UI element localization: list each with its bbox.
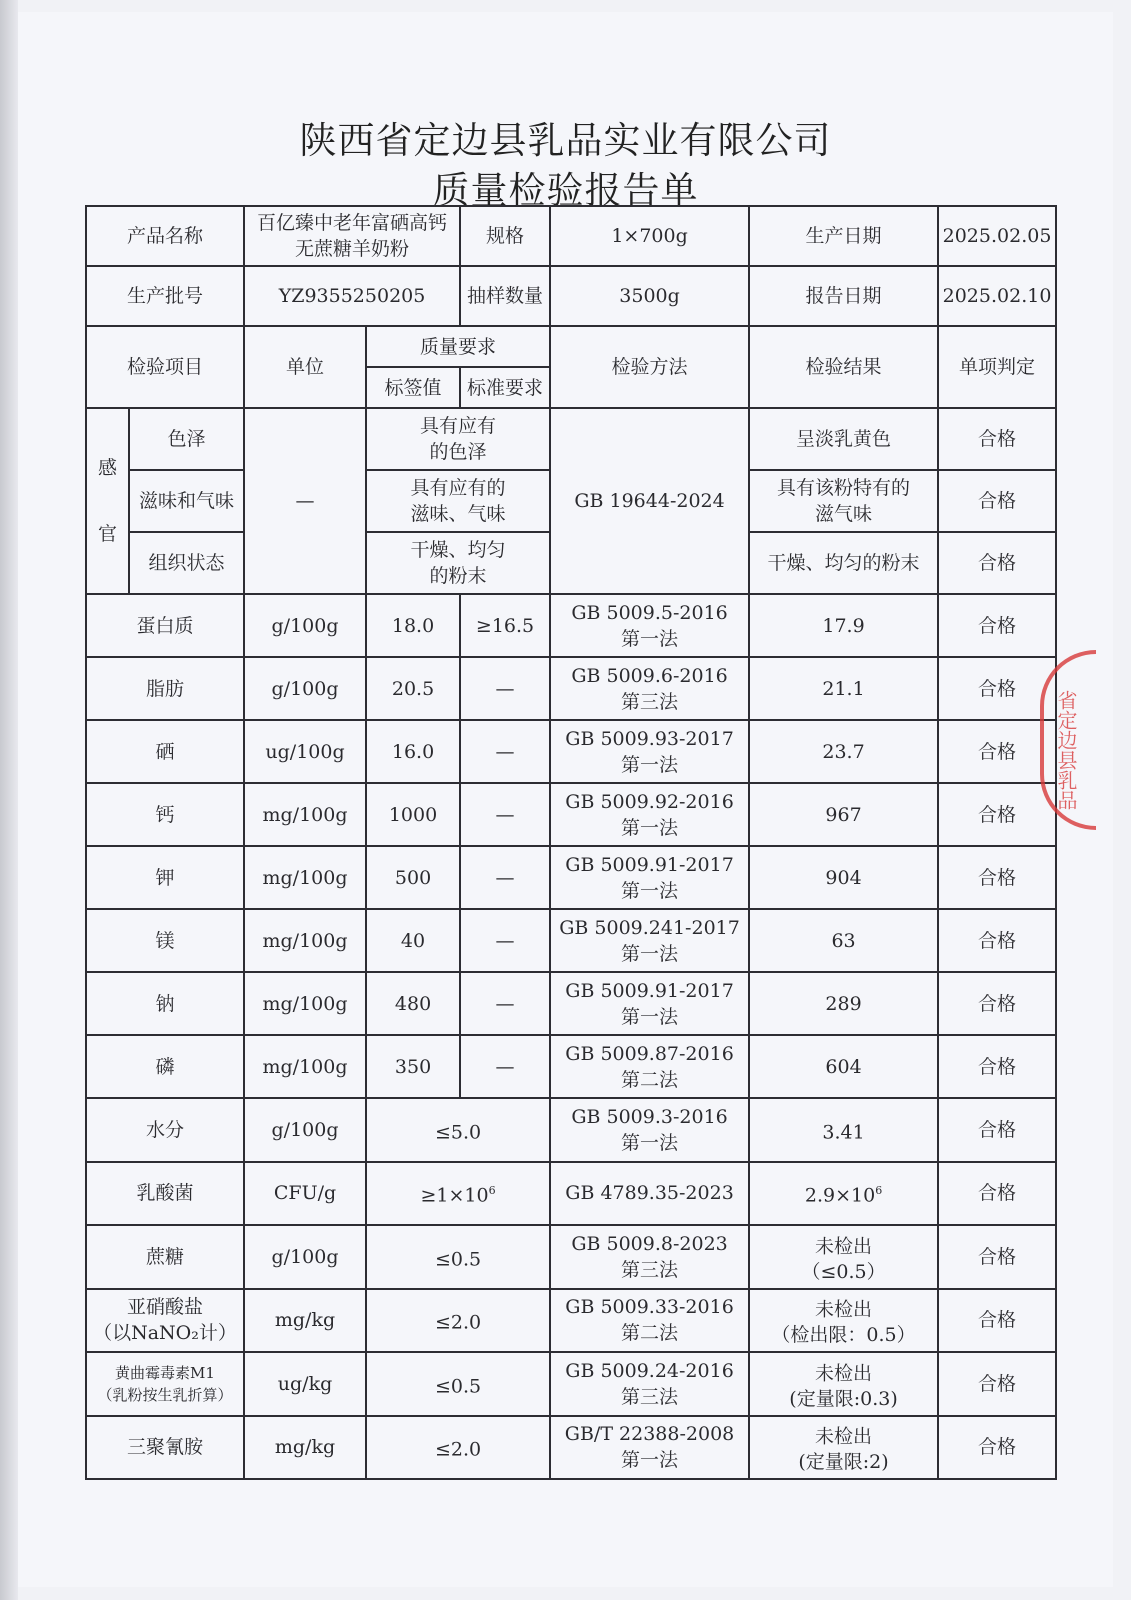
requirement xyxy=(366,1225,550,1289)
item-name: 脂肪 xyxy=(86,657,244,720)
method xyxy=(550,909,749,972)
product-name-line: 无蔗糖羊奶粉 xyxy=(295,238,410,260)
method xyxy=(550,1162,749,1226)
table-row xyxy=(86,846,1056,909)
method-line: GB 4789.35-2023 xyxy=(565,1182,734,1205)
requirement-line: 的粉末 xyxy=(429,565,487,587)
method-line: 第三法 xyxy=(621,690,679,713)
verdict: 合格 xyxy=(938,972,1056,1035)
method xyxy=(550,1098,749,1162)
requirement xyxy=(366,1289,550,1353)
table-row xyxy=(86,1416,1056,1480)
item-name: 硒 xyxy=(86,720,244,783)
product-name xyxy=(244,206,460,266)
item-line: （乳粉按生乳折算） xyxy=(97,1385,233,1404)
result xyxy=(749,408,938,470)
info-row xyxy=(86,266,1056,326)
spec-value: 1×700g xyxy=(550,206,749,266)
requirement-line: 干燥、均匀 xyxy=(410,539,506,561)
requirement-line: 具有应有的 xyxy=(410,477,506,499)
table-row xyxy=(86,1162,1056,1226)
method xyxy=(550,657,749,720)
method-line: 第一法 xyxy=(621,627,679,650)
unit: g/100g xyxy=(244,1225,366,1289)
item-name xyxy=(86,1289,244,1353)
header-row xyxy=(86,326,1056,367)
result xyxy=(749,1225,938,1289)
verdict: 合格 xyxy=(938,1352,1056,1416)
method-line: 第一法 xyxy=(621,1449,679,1472)
item-line: 亚硝酸盐 xyxy=(127,1296,204,1319)
header-verdict: 单项判定 xyxy=(938,326,1056,408)
report-title: 质量检验报告单 xyxy=(432,169,699,212)
company-title: 陕西省定边县乳品实业有限公司 xyxy=(299,119,832,162)
method-line: GB/T 22388-2008 xyxy=(564,1423,735,1446)
verdict: 合格 xyxy=(938,532,1056,594)
method-line: GB 5009.93-2017 xyxy=(565,727,734,750)
requirement xyxy=(366,1098,550,1162)
result: 17.9 xyxy=(749,594,938,657)
method xyxy=(550,783,749,846)
result-line xyxy=(750,1178,937,1208)
method-line: GB 5009.3-2016 xyxy=(571,1105,728,1128)
item-name xyxy=(86,1098,244,1162)
verdict: 合格 xyxy=(938,1225,1056,1289)
table-row xyxy=(86,720,1056,783)
result xyxy=(749,1416,938,1480)
verdict: 合格 xyxy=(938,1162,1056,1226)
result-text: 未检出 xyxy=(815,1234,873,1257)
method xyxy=(550,1035,749,1098)
inspection-table xyxy=(85,205,1057,1480)
label-value: 350 xyxy=(366,1035,460,1098)
result xyxy=(749,1289,938,1353)
unit: mg/100g xyxy=(244,909,366,972)
standard-value: — xyxy=(460,909,550,972)
header-result: 检验结果 xyxy=(749,326,938,408)
item-name xyxy=(86,1162,244,1226)
item-line: 三聚氰胺 xyxy=(127,1436,204,1459)
verdict: 合格 xyxy=(938,1289,1056,1353)
item-name: 钾 xyxy=(86,846,244,909)
result-line: 呈淡乳黄色 xyxy=(796,428,892,450)
method xyxy=(550,972,749,1035)
method-line: GB 5009.91-2017 xyxy=(565,979,734,1002)
batch-value: YZ9355250205 xyxy=(244,266,460,326)
method-line: GB 5009.91-2017 xyxy=(565,853,734,876)
header-standard: 标准要求 xyxy=(460,367,550,408)
verdict: 合格 xyxy=(938,657,1056,720)
result-line: (定量限:0.3) xyxy=(789,1387,898,1410)
result xyxy=(749,1352,938,1416)
requirement-line: 滋味、气味 xyxy=(410,503,506,525)
result-line: 滋气味 xyxy=(815,503,873,525)
sensory-row xyxy=(86,408,1056,470)
requirement xyxy=(366,408,550,470)
unit: ug/kg xyxy=(244,1352,366,1416)
product-name-line: 百亿臻中老年富硒高钙 xyxy=(257,212,448,234)
method xyxy=(550,594,749,657)
result: 289 xyxy=(749,972,938,1035)
result: 904 xyxy=(749,846,938,909)
result xyxy=(749,532,938,594)
result-line xyxy=(750,1292,937,1322)
label-value: 1000 xyxy=(366,783,460,846)
verdict: 合格 xyxy=(938,909,1056,972)
result: 63 xyxy=(749,909,938,972)
product-name-label: 产品名称 xyxy=(86,206,244,266)
table-row xyxy=(86,972,1056,1035)
verdict: 合格 xyxy=(938,1035,1056,1098)
label-value: 40 xyxy=(366,909,460,972)
item-line: 黄曲霉毒素M1 xyxy=(115,1363,215,1382)
method xyxy=(550,1416,749,1480)
result-text: 未检出 xyxy=(815,1298,873,1321)
table-row xyxy=(86,1352,1056,1416)
requirement-text: ≤0.5 xyxy=(434,1247,482,1270)
standard-value: ≥16.5 xyxy=(460,594,550,657)
standard-value: — xyxy=(460,846,550,909)
header-quality: 质量要求 xyxy=(366,326,550,367)
result-line: （检出限：0.5） xyxy=(771,1324,916,1347)
standard-value: — xyxy=(460,1035,550,1098)
header-item: 检验项目 xyxy=(86,326,244,408)
result xyxy=(749,470,938,532)
table-row xyxy=(86,1225,1056,1289)
verdict: 合格 xyxy=(938,594,1056,657)
verdict: 合格 xyxy=(938,720,1056,783)
prod-date: 2025.02.05 xyxy=(938,206,1056,266)
method-line: GB 5009.33-2016 xyxy=(565,1296,734,1319)
table-row xyxy=(86,1035,1056,1098)
result-line: 干燥、均匀的粉末 xyxy=(767,552,920,574)
item-line: 蔗糖 xyxy=(146,1245,185,1268)
result-text: 2.9×10 xyxy=(804,1184,876,1207)
unit: mg/kg xyxy=(244,1416,366,1480)
item-name: 钠 xyxy=(86,972,244,1035)
sample-value: 3500g xyxy=(550,266,749,326)
method xyxy=(550,1289,749,1353)
result: 604 xyxy=(749,1035,938,1098)
item-line: 水分 xyxy=(146,1118,185,1141)
result xyxy=(749,1162,938,1226)
standard-value: — xyxy=(460,783,550,846)
seal-text: 省定边县乳品 xyxy=(1054,690,1078,810)
unit: CFU/g xyxy=(244,1162,366,1226)
item-line: （以NaNO₂计） xyxy=(93,1322,237,1345)
method xyxy=(550,1352,749,1416)
batch-label: 生产批号 xyxy=(86,266,244,326)
result-line: （≤0.5） xyxy=(801,1260,886,1283)
verdict: 合格 xyxy=(938,1098,1056,1162)
info-row xyxy=(86,206,1056,266)
label-value: 18.0 xyxy=(366,594,460,657)
requirement xyxy=(366,1162,550,1226)
unit: — xyxy=(244,408,366,594)
unit: mg/100g xyxy=(244,846,366,909)
method-line: GB 5009.92-2016 xyxy=(565,790,734,813)
group-char: 官 xyxy=(97,523,117,545)
result: 21.1 xyxy=(749,657,938,720)
prod-date-label: 生产日期 xyxy=(749,206,938,266)
method-line: GB 5009.8-2023 xyxy=(571,1232,728,1255)
requirement-text: ≤0.5 xyxy=(434,1374,482,1397)
method-line: GB 5009.87-2016 xyxy=(565,1042,734,1065)
verdict: 合格 xyxy=(938,408,1056,470)
header-unit: 单位 xyxy=(244,326,366,408)
result-text: 3.41 xyxy=(822,1120,865,1143)
standard-value: — xyxy=(460,972,550,1035)
method-line: 第一法 xyxy=(621,879,679,902)
unit: mg/100g xyxy=(244,783,366,846)
item-name: 色泽 xyxy=(129,408,244,470)
method-line: 第一法 xyxy=(621,1005,679,1028)
method-line: GB 5009.6-2016 xyxy=(571,664,728,687)
result xyxy=(749,1098,938,1162)
method xyxy=(550,846,749,909)
verdict: 合格 xyxy=(938,470,1056,532)
exponent: 6 xyxy=(488,1184,496,1198)
label-value: 20.5 xyxy=(366,657,460,720)
header-method: 检验方法 xyxy=(550,326,749,408)
table-row xyxy=(86,909,1056,972)
result-line xyxy=(750,1229,937,1259)
method xyxy=(550,720,749,783)
requirement-text: ≤2.0 xyxy=(434,1311,482,1334)
result-line: (定量限:2) xyxy=(798,1451,889,1474)
report-date: 2025.02.10 xyxy=(938,266,1056,326)
item-name: 磷 xyxy=(86,1035,244,1098)
requirement xyxy=(366,1352,550,1416)
unit: g/100g xyxy=(244,657,366,720)
label-value: 16.0 xyxy=(366,720,460,783)
result: 23.7 xyxy=(749,720,938,783)
item-name: 蛋白质 xyxy=(86,594,244,657)
unit: mg/100g xyxy=(244,972,366,1035)
unit: mg/100g xyxy=(244,1035,366,1098)
requirement-line: 具有应有 xyxy=(420,415,497,437)
result: 967 xyxy=(749,783,938,846)
result-line: 具有该粉特有的 xyxy=(777,477,911,499)
requirement-line: 的色泽 xyxy=(429,441,487,463)
result-line xyxy=(750,1419,937,1449)
header-label-value: 标签值 xyxy=(366,367,460,408)
item-line: 乳酸菌 xyxy=(136,1182,194,1205)
report-date-label: 报告日期 xyxy=(749,266,938,326)
standard-value: — xyxy=(460,657,550,720)
result-text: 未检出 xyxy=(815,1425,873,1448)
unit: g/100g xyxy=(244,1098,366,1162)
requirement xyxy=(366,532,550,594)
method-line: GB 5009.241-2017 xyxy=(559,916,740,939)
table-row xyxy=(86,1098,1056,1162)
requirement xyxy=(366,470,550,532)
requirement xyxy=(366,1416,550,1480)
verdict: 合格 xyxy=(938,783,1056,846)
sensory-group xyxy=(86,408,129,594)
method-line: 第一法 xyxy=(621,816,679,839)
item-name: 滋味和气味 xyxy=(129,470,244,532)
method-line: GB 5009.5-2016 xyxy=(571,601,728,624)
table-row xyxy=(86,1289,1056,1353)
table-row xyxy=(86,657,1056,720)
requirement-text: ≥1×10 xyxy=(420,1184,489,1207)
method-line: 第二法 xyxy=(621,1322,679,1345)
item-name: 镁 xyxy=(86,909,244,972)
method-line: 第一法 xyxy=(621,1131,679,1154)
table-row xyxy=(86,594,1056,657)
unit: g/100g xyxy=(244,594,366,657)
item-name xyxy=(86,1352,244,1416)
method-line: 第三法 xyxy=(621,1258,679,1281)
item-name xyxy=(86,1416,244,1480)
method-line: 第二法 xyxy=(621,1068,679,1091)
unit: ug/100g xyxy=(244,720,366,783)
method xyxy=(550,1225,749,1289)
result-line xyxy=(750,1115,937,1145)
table-row xyxy=(86,783,1056,846)
scan-edge xyxy=(0,0,18,1600)
verdict: 合格 xyxy=(938,1416,1056,1480)
standard-value: — xyxy=(460,720,550,783)
method-line: 第三法 xyxy=(621,1385,679,1408)
method-line: 第一法 xyxy=(621,942,679,965)
exponent: 6 xyxy=(875,1184,883,1198)
spec-label: 规格 xyxy=(460,206,550,266)
item-name xyxy=(86,1225,244,1289)
verdict: 合格 xyxy=(938,846,1056,909)
item-name: 钙 xyxy=(86,783,244,846)
method-line: 第一法 xyxy=(621,753,679,776)
result-text: 未检出 xyxy=(815,1361,873,1384)
label-value: 480 xyxy=(366,972,460,1035)
method-line: GB 5009.24-2016 xyxy=(565,1359,734,1382)
requirement-text: ≤5.0 xyxy=(434,1120,482,1143)
method: GB 19644-2024 xyxy=(550,408,749,594)
unit: mg/kg xyxy=(244,1289,366,1353)
label-value: 500 xyxy=(366,846,460,909)
group-char: 感 xyxy=(97,457,117,479)
result-line xyxy=(750,1356,937,1386)
requirement-text: ≤2.0 xyxy=(434,1438,482,1461)
item-name: 组织状态 xyxy=(129,532,244,594)
sample-label: 抽样数量 xyxy=(460,266,550,326)
